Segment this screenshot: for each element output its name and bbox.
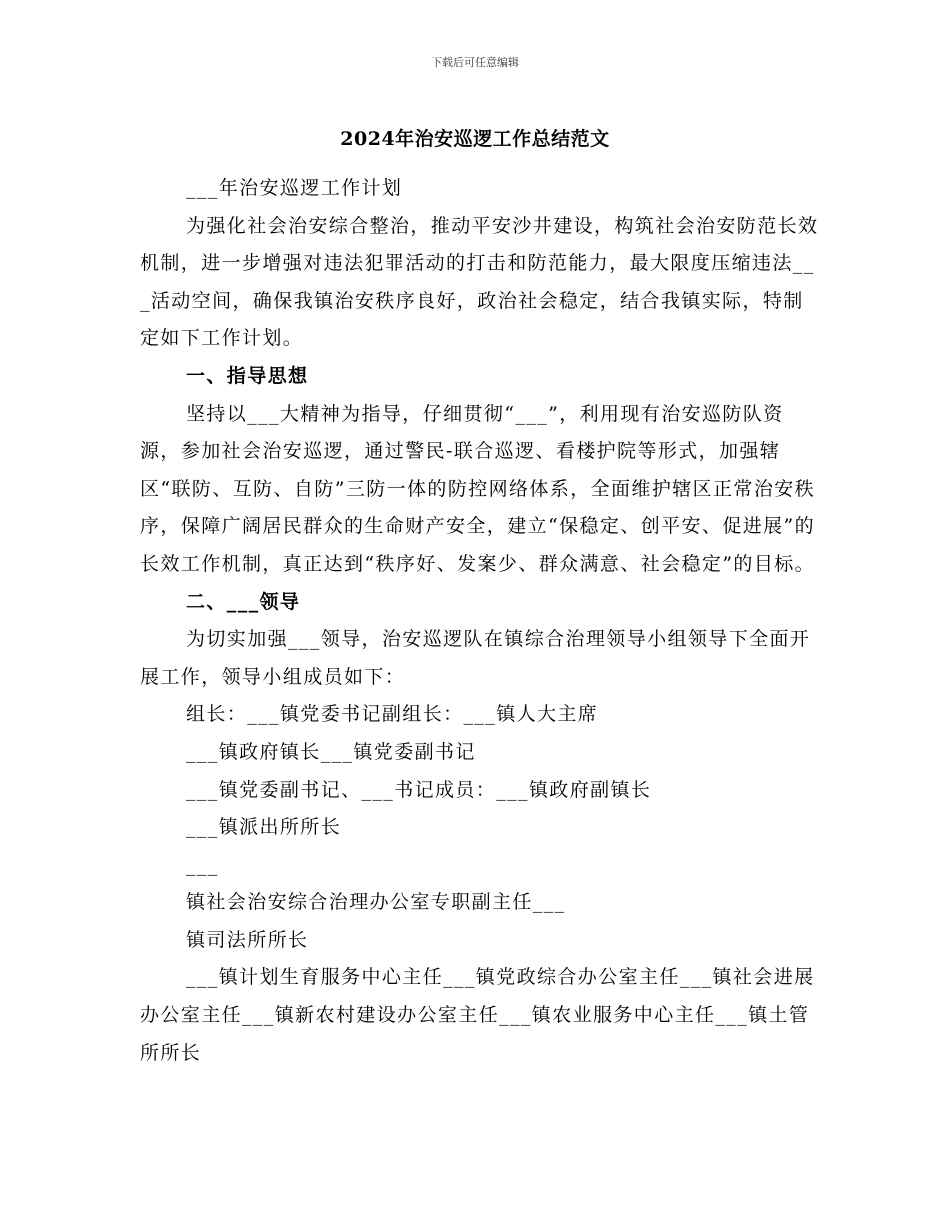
paragraph-plan-title: ___年治安巡逻工作计划 <box>186 177 403 199</box>
paragraph-leadership: 为切实加强___领导，治安巡逻队在镇综合治理领导小组领导下全面开展工作，领导小组成员如下： <box>140 628 811 688</box>
paragraph-guiding-ideology: 坚持以___大精神为指导，仔细贯彻“___”，利用现有治安巡防队资源，参加社会治安巡逻，通过警民-联合巡逻、看楼护院等形式，加强辖区“联防、互防、自防”三防一体的防控网络体系，全面维护辖区正常治安秩序，保障广阔居民群众的生命财产安全，建立“保稳定、创平安、促进展”的长效工作机制，真正达到“秩序好、发案少、群众满意、社会稳定”的目标。 <box>140 402 816 575</box>
page-header-note: 下载后可任意编辑 <box>431 56 519 69</box>
member-line-police-station: ___镇派出所所长 <box>186 816 342 839</box>
document-title: 2024年治安巡逻工作总结范文 <box>340 128 610 150</box>
member-line-other-offices: ___镇计划生育服务中心主任___镇党政综合办公室主任___镇社会进展办公室主任___镇新农村建设办公室主任___镇农业服务中心主任___镇土管所所长 <box>140 966 815 1064</box>
section-heading-leadership: 二、___领导 <box>186 590 301 613</box>
document-body <box>140 170 824 1072</box>
member-line-deputy-secretary: ___镇党委副书记、___书记成员：___镇政府副镇长 <box>186 778 652 801</box>
member-line-blank: ___ <box>186 853 219 876</box>
member-line-comprehensive-office: 镇社会治安综合治理办公室专职副主任___ <box>186 891 566 914</box>
section-heading-guiding-ideology: 一、指导思想 <box>186 364 309 387</box>
member-line-leader: 组长：___镇党委书记副组长：___镇人大主席 <box>186 703 599 726</box>
member-line-mayor: ___镇政府镇长___镇党委副书记 <box>186 740 476 763</box>
member-line-justice-office: 镇司法所所长 <box>186 928 309 951</box>
paragraph-intro: 为强化社会治安综合整治，推动平安沙井建设，构筑社会治安防范长效机制，进一步增强对违法犯罪活动的打击和防范能力，最大限度压缩违法___活动空间，确保我镇治安秩序良好，政治社会稳定，结合我镇实际，特制定如下工作计划。 <box>140 214 819 350</box>
